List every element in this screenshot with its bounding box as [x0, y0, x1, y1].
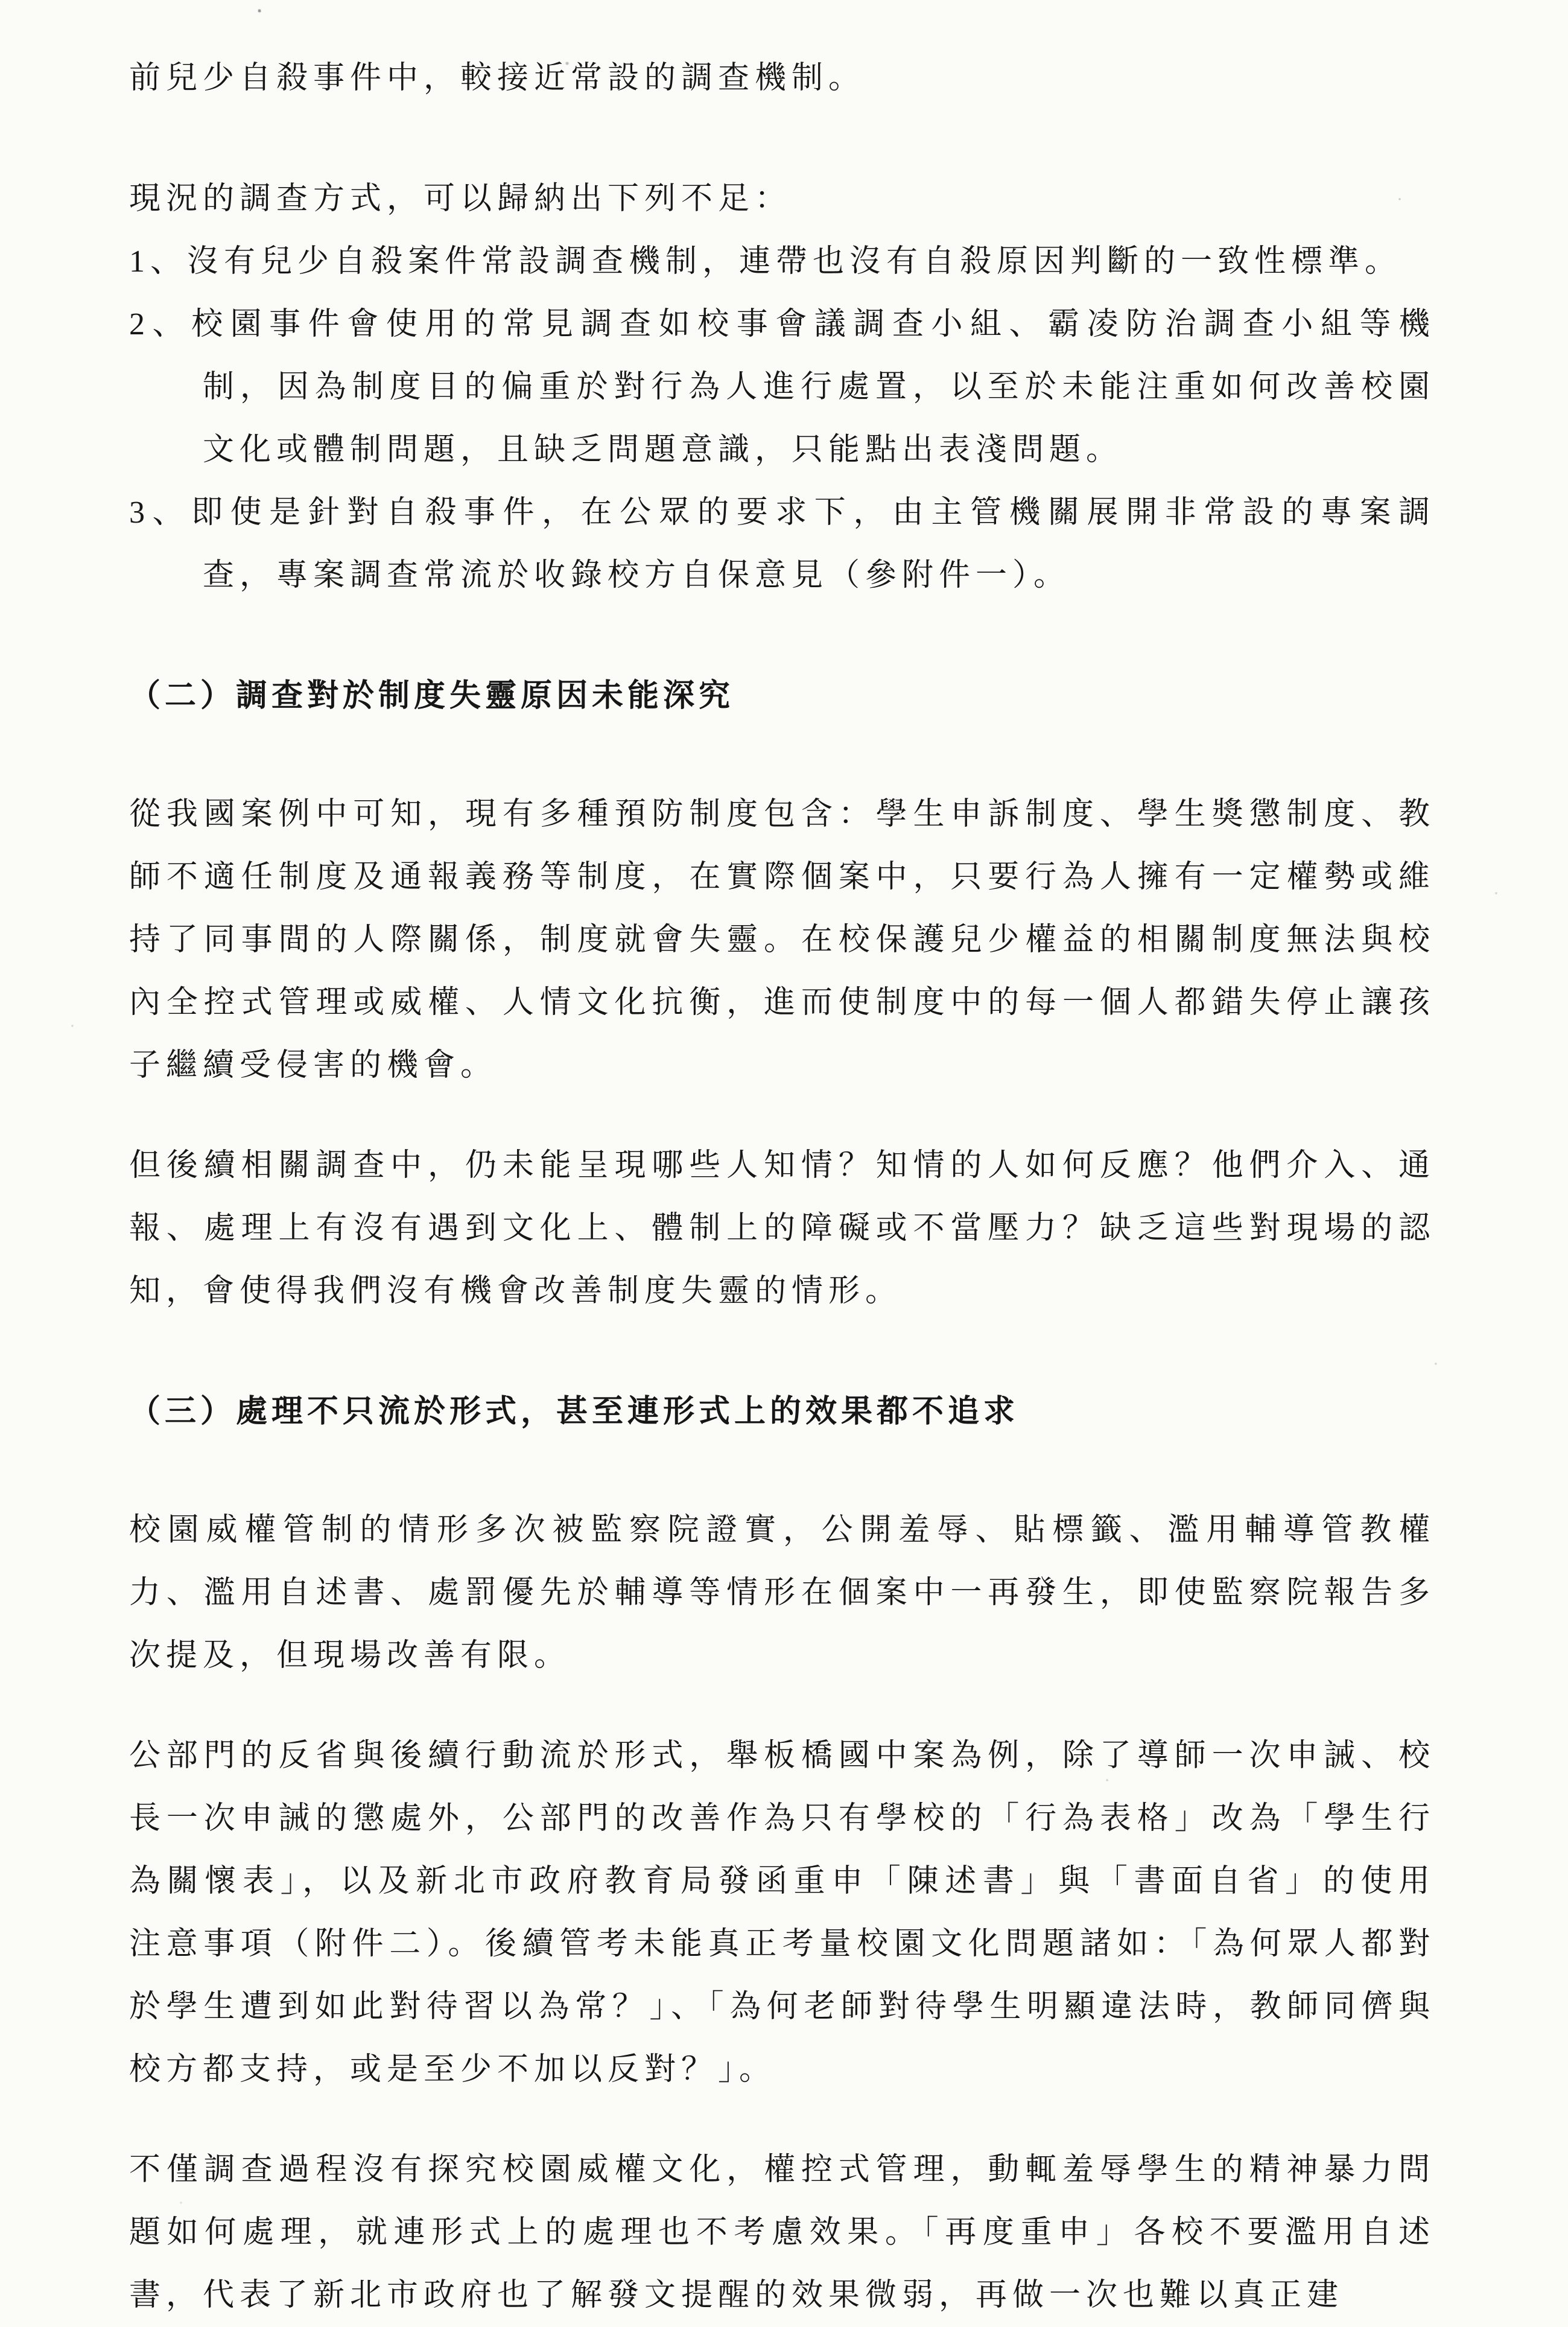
list-item-2: 2、校園事件會使用的常見調查如校事會議調查小組、霸凌防治調查小組等機制，因為制度目的偏重於對行為人進行處置，以至於未能注重如何改善校園文化或體制問題，且缺乏問題意識，只能點出表淺問題。 — [129, 307, 1435, 467]
list-item-1: 1、沒有兒少自殺案件常設調查機制，連帶也沒有自殺原因判斷的一致性標準。 — [129, 244, 1402, 279]
shortcomings-list — [129, 168, 1435, 607]
list-item-3: 3、即使是針對自殺事件，在公眾的要求下，由主管機關展開非常設的專案調查，專案調查常流於收錄校方自保意見（參附件一）。 — [129, 495, 1435, 593]
paragraph-prevention-systems: 從我國案例中可知，現有多種預防制度包含：學生申訴制度、學生獎懲制度、教師不適任制度及通報義務等制度，在實際個案中，只要行為人擁有一定權勢或維持了同事間的人際關係，制度就會失靈。在校保護兒少權益的相關制度無法與校內全控式管理或威權、人情文化抗衡，進而使制度中的每一個人都錯失停止讓孩子繼續受侵害的機會。 — [129, 797, 1435, 1083]
section-heading-2: （二）調查對於制度失靈原因未能深究 — [129, 679, 735, 713]
paragraph-authoritarian-control: 校園威權管制的情形多次被監察院證實，公開羞辱、貼標籤、濫用輔導管教權力、濫用自述書、處罰優先於輔導等情形在個案中一再發生，即使監察院報告多次提及，但現場改善有限。 — [129, 1513, 1435, 1673]
section-heading-3: （三）處理不只流於形式，甚至連形式上的效果都不追求 — [129, 1395, 1020, 1429]
paragraph-investigation-culture: 不僅調查過程沒有探究校園威權文化，權控式管理，動輒羞辱學生的精神暴力問題如何處理，就連形式上的處理也不考慮效果。「再度重申」各校不要濫用自述書，代表了新北市政府也了解發文提醒的效果微弱，再做一次也難以真正建 — [129, 2153, 1435, 2313]
list-intro-paragraph: 現況的調查方式，可以歸納出下列不足： — [129, 182, 792, 216]
paragraph-public-sector-response: 公部門的反省與後續行動流於形式，舉板橋國中案為例，除了導師一次申誡、校長一次申誡的懲處外，公部門的改善作為只有學校的「行為表格」改為「學生行為關懷表」，以及新北市政府教育局發函重申「陳述書」與「書面自省」的使用注意事項（附件二）。後續管考未能真正考量校園文化問題諸如：「為何眾人都對於學生遭到如此對待習以為常？」、「為何老師對待學生明顯違法時，教師同儕與校方都支持，或是至少不加以反對？」。 — [129, 1739, 1435, 2087]
paragraph-followup-investigation: 但後續相關調查中，仍未能呈現哪些人知情？知情的人如何反應？他們介入、通報、處理上有沒有遇到文化上、體制上的障礙或不當壓力？缺乏這些對現場的認知，會使得我們沒有機會改善制度失靈的情形。 — [129, 1148, 1435, 1308]
carryover-paragraph-line: 前兒少自殺事件中，較接近常設的調查機制。 — [129, 61, 866, 95]
